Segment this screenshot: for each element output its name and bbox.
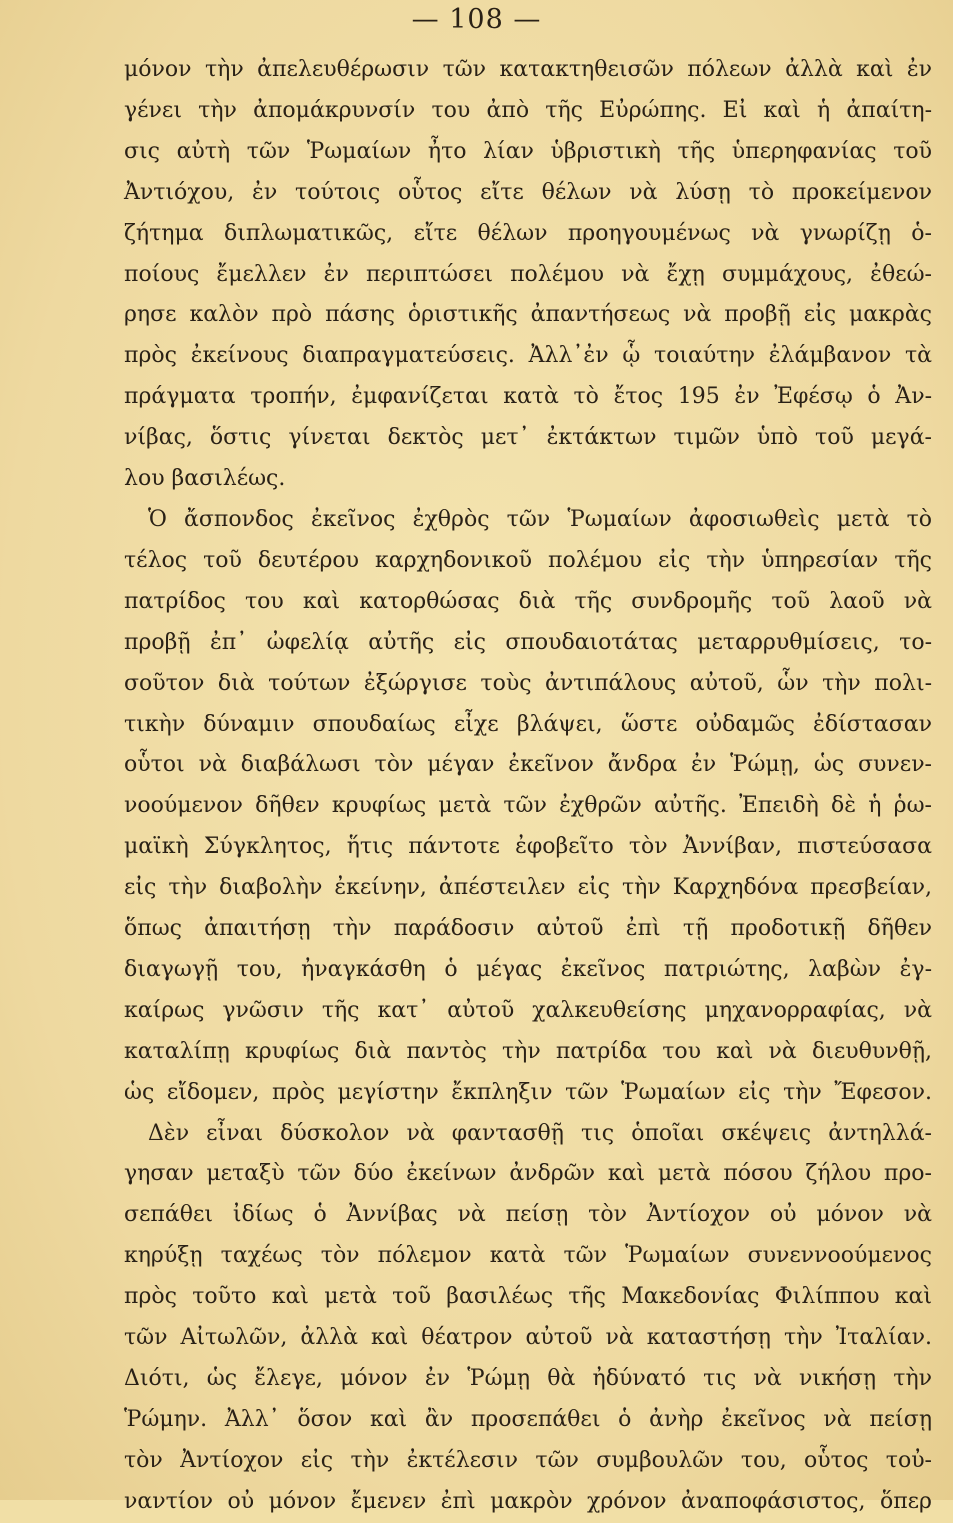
text-line: Δὲν εἶναι δύσκολον νὰ φαντασθῇ τις ὁποῖαι σκέψεις ἀντηλλά- <box>148 1120 932 1146</box>
text-line: κηρύξῃ ταχέως τὸν πόλεμον κατὰ τῶν Ῥωμαίων συνεννοούμενος <box>124 1243 932 1269</box>
text-line: σεπάθει ἰδίως ὁ Ἀννίβας νὰ πείσῃ τὸν Ἀντίοχον οὐ μόνον νὰ <box>124 1202 932 1228</box>
text-line: τὸν Ἀντίοχον εἰς τὴν ἐκτέλεσιν τῶν συμβουλῶν του, οὗτος τοὐ- <box>124 1447 932 1473</box>
text-line: ὅπως ἀπαιτήσῃ τὴν παράδοσιν αὐτοῦ ἐπὶ τῇ προδοτικῇ δῆθεν <box>124 916 932 942</box>
text-line: πρὸς ἐκείνους διαπραγματεύσεις. Ἀλλ᾽ἐν ᾧ τοιαύτην ἐλάμβανον τὰ <box>124 343 932 369</box>
text-line: πρὸς τοῦτο καὶ μετὰ τοῦ βασιλέως τῆς Μακεδονίας Φιλίππου καὶ <box>124 1284 932 1310</box>
text-line: Διότι, ὡς ἔλεγε, μόνον ἐν Ῥώμῃ θὰ ἠδύνατό τις νὰ νικήσῃ τὴν <box>124 1366 932 1391</box>
text-line: λου βασιλέως. <box>124 466 286 492</box>
text-line: Ὁ ἄσπονδος ἐκεῖνος ἐχθρὸς τῶν Ῥωμαίων ἀφοσιωθεὶς μετὰ τὸ <box>148 506 932 532</box>
text-line: γησαν μεταξὺ τῶν δύο ἐκείνων ἀνδρῶν καὶ μετὰ πόσου ζήλου προ- <box>124 1161 932 1187</box>
text-line: τέλος τοῦ δευτέρου καρχηδονικοῦ πολέμου εἰς τὴν ὑπηρεσίαν τῆς <box>124 547 932 573</box>
text-line: ζήτημα διπλωματικῶς, εἴτε θέλων προηγουμένως νὰ γνωρίζῃ ὁ- <box>124 220 932 246</box>
text-line: σοῦτον διὰ τούτων ἐξώργισε τοὺς ἀντιπάλους αὐτοῦ, ὧν τὴν πολι- <box>124 670 932 696</box>
text-line: μαϊκὴ Σύγκλητος, ἥτις πάντοτε ἐφοβεῖτο τὸν Ἀννίβαν, πιστεύσασα <box>124 834 932 860</box>
paragraph-2 <box>124 500 932 1114</box>
body-text <box>124 50 932 1523</box>
text-line: τικὴν δύναμιν σπουδαίως εἶχε βλάψει, ὥστε οὐδαμῶς ἐδίστασαν <box>124 711 932 737</box>
page-number-header: — 108 — <box>411 4 542 35</box>
text-line: ὡς εἴδομεν, πρὸς μεγίστην ἔκπληξιν τῶν Ῥωμαίων εἰς τὴν Ἔφεσον. <box>124 1079 932 1105</box>
text-line: νοούμενον δῆθεν κρυφίως μετὰ τῶν ἐχθρῶν αὐτῆς. Ἐπειδὴ δὲ ἡ ῥω- <box>124 793 932 819</box>
text-line: Ἀντιόχου, ἐν τούτοις οὗτος εἴτε θέλων νὰ λύσῃ τὸ προκείμενον <box>124 179 932 205</box>
text-line: ναντίον οὐ μόνον ἔμενεν ἐπὶ μακρὸν χρόνον ἀναποφάσιστος, ὅπερ <box>124 1488 932 1514</box>
text-line: πατρίδος του καὶ κατορθώσας διὰ τῆς συνδρομῆς τοῦ λαοῦ νὰ <box>124 588 932 614</box>
text-line: τῶν Αἰτωλῶν, ἀλλὰ καὶ θέατρον αὐτοῦ νὰ καταστήσῃ τὴν Ἰταλίαν. <box>124 1325 932 1351</box>
text-line: πράγματα τροπήν, ἐμφανίζεται κατὰ τὸ ἔτος 195 ἐν Ἐφέσῳ ὁ Ἀν- <box>124 384 932 410</box>
text-line: νίβας, ὅστις γίνεται δεκτὸς μετ᾽ ἐκτάκτων τιμῶν ὑπὸ τοῦ μεγά- <box>124 425 932 451</box>
text-line: διαγωγῇ του, ἠναγκάσθη ὁ μέγας ἐκεῖνος πατριώτης, λαβὼν ἐγ- <box>124 956 932 982</box>
text-line: ποίους ἔμελλεν ἐν περιπτώσει πολέμου νὰ ἔχῃ συμμάχους, ἐθεώ- <box>124 261 932 287</box>
paragraph-3 <box>124 1114 932 1523</box>
text-line: καίρως γνῶσιν τῆς κατ᾽ αὐτοῦ χαλκευθείσης μηχανορραφίας, νὰ <box>124 997 932 1023</box>
text-line: σις αὐτὴ τῶν Ῥωμαίων ἦτο λίαν ὑβριστικὴ τῆς ὑπερηφανίας τοῦ <box>124 138 932 164</box>
text-line: γένει τὴν ἀπομάκρυνσίν του ἀπὸ τῆς Εὐρώπης. Εἰ καὶ ἡ ἀπαίτη- <box>124 97 932 123</box>
text-line: Ῥώμην. Ἀλλ᾽ ὅσον καὶ ἂν προσεπάθει ὁ ἀνὴρ ἐκεῖνος νὰ πείσῃ <box>124 1406 932 1432</box>
text-line: ρησε καλὸν πρὸ πάσης ὁριστικῆς ἀπαντήσεως νὰ προβῇ εἰς μακρὰς <box>124 302 932 328</box>
paragraph-1 <box>124 50 932 500</box>
text-line: οὗτοι νὰ διαβάλωσι τὸν μέγαν ἐκεῖνον ἄνδρα ἐν Ῥώμῃ, ὡς συνεν- <box>124 752 932 778</box>
text-line: εἰς τὴν διαβολὴν ἐκείνην, ἀπέστειλεν εἰς τὴν Καρχηδόνα πρεσβείαν, <box>124 875 932 901</box>
text-line: μόνον τὴν ἀπελευθέρωσιν τῶν κατακτηθεισῶν πόλεων ἀλλὰ καὶ ἐν <box>124 57 932 82</box>
text-line: καταλίπῃ κρυφίως διὰ παντὸς τὴν πατρίδα του καὶ νὰ διευθυνθῇ, <box>124 1038 932 1064</box>
text-line: προβῇ ἐπ᾽ ὠφελίᾳ αὐτῆς εἰς σπουδαιοτάτας μεταρρυθμίσεις, το- <box>124 629 932 655</box>
